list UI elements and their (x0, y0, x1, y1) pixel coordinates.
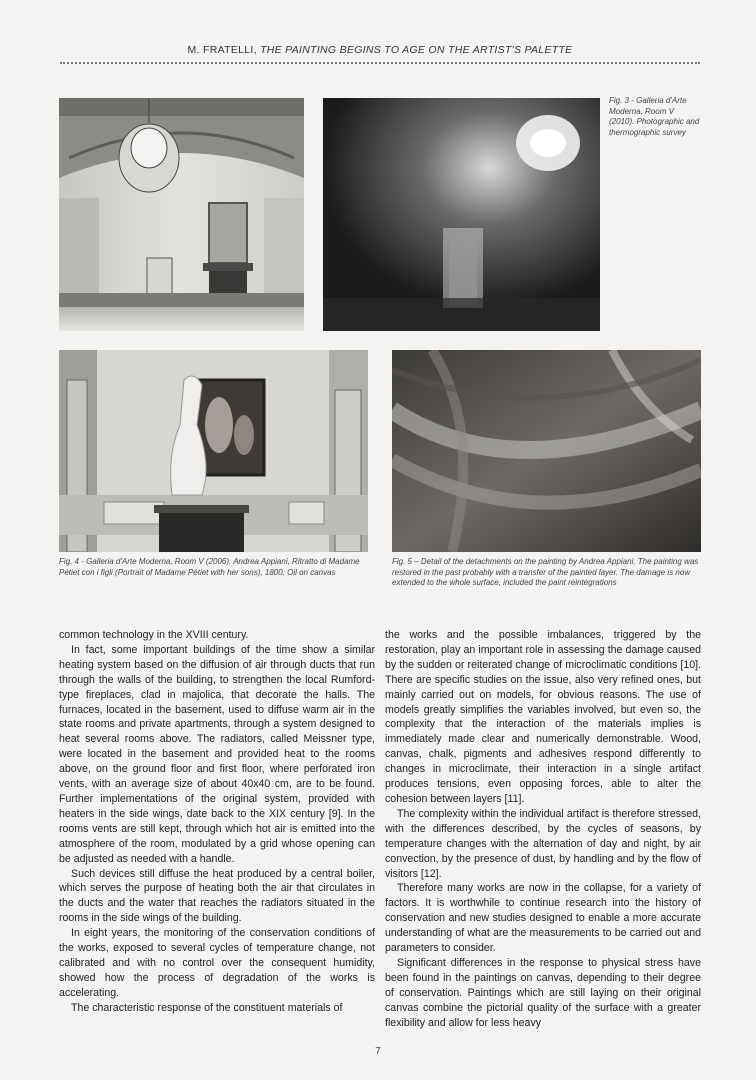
paragraph: In fact, some important buildings of the time show a similar heating system based on the diffusion of air through ducts that run through the walls of the building, to strengthen the local Rumford-type fireplaces, clad in majolica, that decorate the halls. The furnaces, located in the basement, used to diffuse warm air in the state rooms and private apartments, through a system designed to heat several rooms above. The radiators, called Meissner type, were located in the basement and provided heat to the rooms above, on the ground floor and first floor, where perforated iron vents, with an average size of about 40x40 cm, are to be found. Further implementations of the original system, provided with heaters in the side wings, date back to the XIX century [9]. In the rooms vents are still kept, through which hot air is emitted into the atmosphere of the room, modulated by a grid whose opening can be adjusted as needed with a handle. (59, 643, 375, 865)
left-column (59, 628, 375, 1016)
running-header (60, 44, 700, 56)
photo-painting-detail (392, 350, 701, 552)
figure-5-caption: Fig. 5 – Detail of the detachments on the painting by Andrea Appiani. The painting was restored in the past probably with a transfer of the painted layer. The damage is now extended to the whole surface, included the paint reintegrations (392, 557, 699, 587)
paragraph: Such devices still diffuse the heat produced by a central boiler, which serves the purpose of heating both the air that circulates in the ducts and the water that reaches the radiators situated in the rooms in the side wings of the building. (59, 867, 375, 925)
photo-room-v-daylight (59, 98, 304, 331)
paragraph: the works and the possible imbalances, triggered by the restoration, play an important role in assessing the damage caused by the sudden or reiterated change of microclimatic conditions [10]. There are specific studies on the issue, also very refined ones, but mainly carried out on models, for obvious reasons. The use of models greatly simplifies the variables involved, but even so, the complexity that the interaction of the materials implies is immediately made clear and numerically demonstrable. Wood, canvas, chalk, pigments and adhesives respond differently to changes in microclimate, their interaction in a single artifact produces tensions, even opposing forces, able to alter the cohesion between layers [11]. (385, 629, 701, 805)
figure-3-caption: Fig. 3 - Galleria d'Arte Moderna, Room V (2010). Photographic and thermographic survey (609, 96, 700, 137)
header-title: THE PAINTING BEGINS TO AGE ON THE ARTIST'S PALETTE (260, 44, 573, 56)
right-column (385, 628, 701, 1030)
paragraph: Significant differences in the response to physical stress have been found in the paintings on canvas, depending to their degree of conservation. Paintings which are still laying on their original canvas combine the pictorial quality of the surface with a greater flexibility and allow for less heavy (385, 956, 701, 1029)
header-author: M. FRATELLI, (187, 44, 261, 56)
paragraph: Therefore many works are now in the collapse, for a variety of factors. It is worthwhile to continue research into the history of conservation and new studies designed to enable a more accurate understanding of what are the measurements to be carried out and parameters to consider. (385, 882, 701, 955)
paragraph: In eight years, the monitoring of the conservation conditions of the works, exposed to several cycles of temperature change, not calibrated and with no control over the consequent humidity, showed how the process of degradation of the works is accelerating. (59, 927, 375, 999)
paragraph: The characteristic response of the constituent materials of (71, 1001, 343, 1014)
photo-thermographic-survey (323, 98, 600, 331)
page-number: 7 (375, 1046, 381, 1057)
paragraph: common technology in the XVIII century. (59, 629, 249, 641)
paragraph: The complexity within the individual artifact is therefore stressed, with the differences described, by the cycles of seasons, by temperature changes with the alternation of day and night, by air convection, by the presence of dust, by handling and by the flow of visitors [12]. (385, 807, 701, 880)
header-divider (60, 62, 700, 64)
figure-4-caption: Fig. 4 - Galleria d'Arte Moderna, Room V (2006). Andrea Appiani, Ritratto di Madame Pétiet con i figli (Portrait of Madame Pétiet with her sons), 1800. Oil on canvas (59, 557, 360, 577)
photo-room-v-statue (59, 350, 368, 552)
